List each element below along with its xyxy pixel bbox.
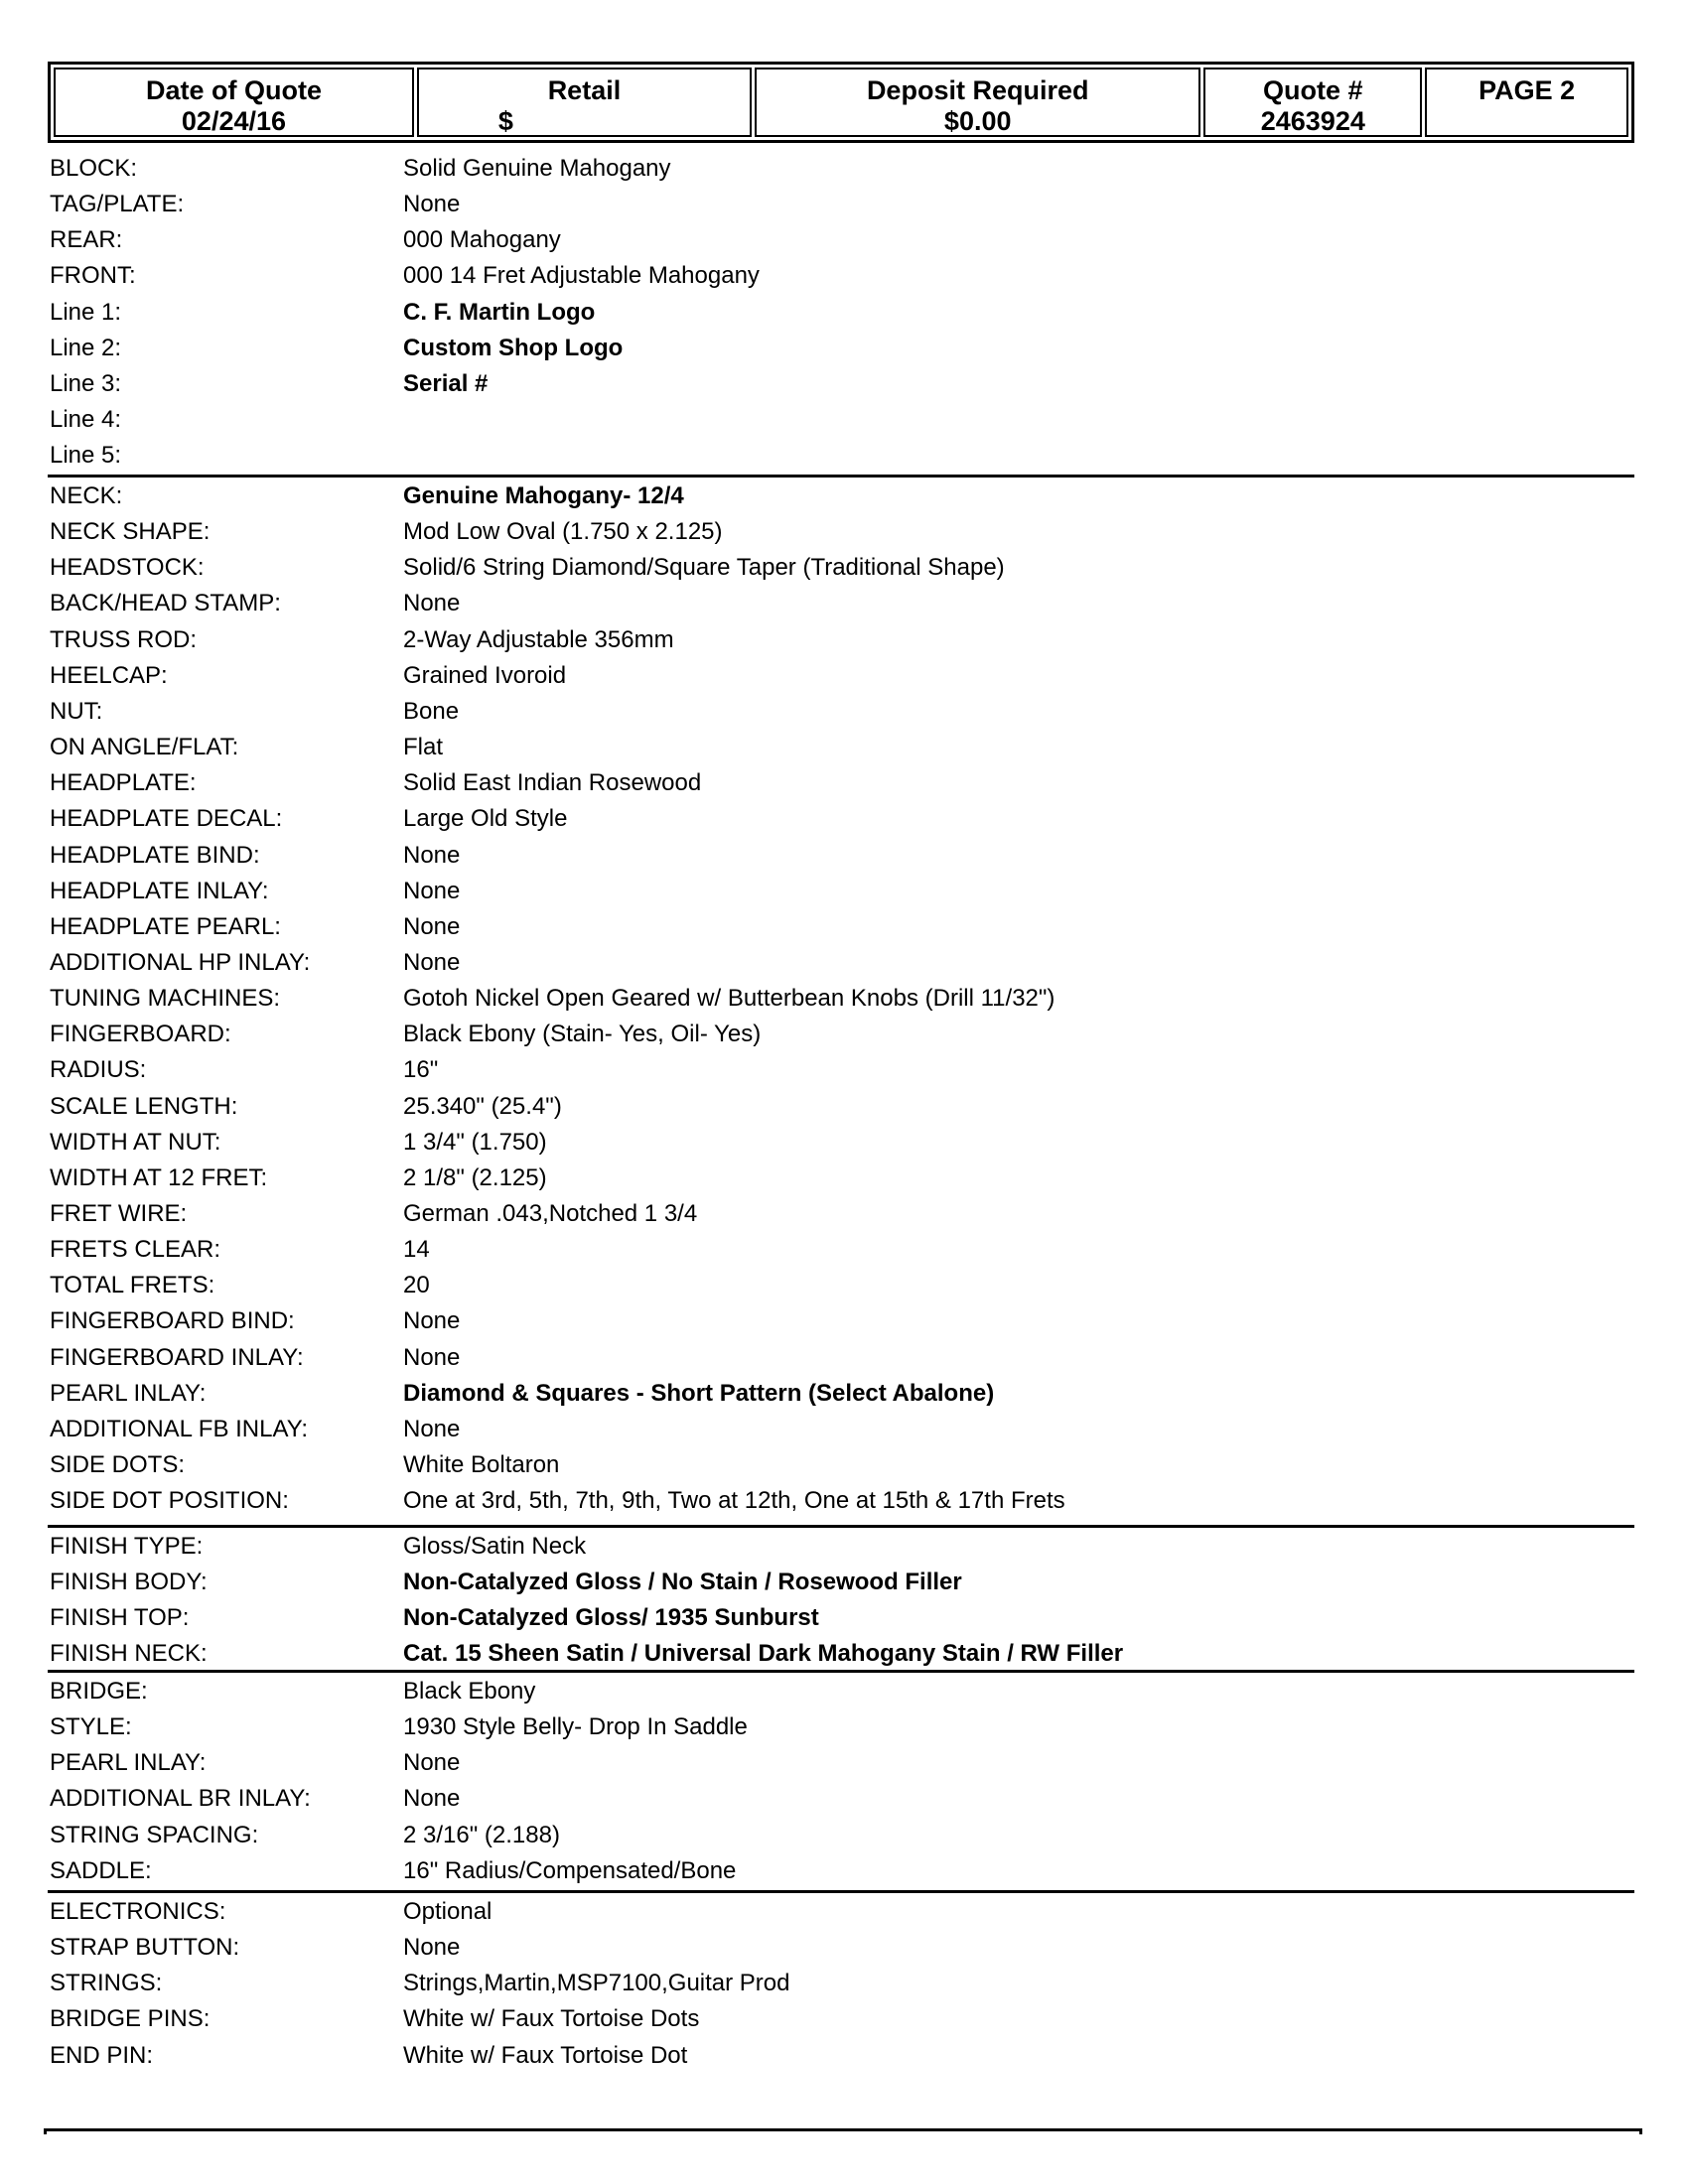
spec-label: PEARL INLAY: [50, 1379, 207, 1407]
spec-value: None [403, 1749, 461, 1777]
spec-label: WIDTH AT NUT: [50, 1128, 221, 1156]
spec-row [50, 514, 1638, 550]
section-divider [48, 1670, 1634, 1673]
spec-label: ON ANGLE/FLAT: [50, 734, 239, 761]
spec-label: Line 1: [50, 298, 122, 326]
spec-label: HEADPLATE BIND: [50, 841, 260, 869]
spec-value: 000 14 Fret Adjustable Mahogany [403, 262, 760, 290]
spec-label: Line 4: [50, 406, 122, 434]
spec-label: FRONT: [50, 262, 136, 290]
spec-label: SADDLE: [50, 1856, 152, 1884]
spec-value: German .043,Notched 1 3/4 [403, 1200, 698, 1227]
spec-value: None [403, 191, 461, 218]
spec-value: One at 3rd, 5th, 7th, 9th, Two at 12th, One at 15th & 17th Frets [403, 1487, 1065, 1515]
spec-row [50, 1340, 1638, 1376]
spec-label: Line 5: [50, 442, 122, 470]
spec-row [50, 1125, 1638, 1160]
spec-value: None [403, 1415, 461, 1442]
spec-row [50, 874, 1638, 909]
spec-label: STYLE: [50, 1713, 132, 1741]
spec-value: 25.340" (25.4") [403, 1092, 562, 1120]
spec-label: REAR: [50, 226, 123, 254]
spec-row [50, 694, 1638, 730]
spec-value: Black Ebony [403, 1678, 536, 1705]
deposit-required-label: Deposit Required [866, 75, 1089, 105]
spec-row [50, 1818, 1638, 1853]
spec-label: BRIDGE: [50, 1678, 148, 1705]
spec-value: 2-Way Adjustable 356mm [403, 625, 674, 653]
spec-value: Grained Ivoroid [403, 661, 567, 689]
spec-value: None [403, 1343, 461, 1371]
section-divider [48, 1525, 1634, 1528]
spec-value: Solid Genuine Mahogany [403, 155, 671, 182]
spec-value: 000 Mahogany [403, 226, 561, 254]
spec-label: TOTAL FRETS: [50, 1272, 215, 1299]
spec-label: Line 2: [50, 334, 122, 361]
spec-row [50, 1853, 1638, 1889]
spec-label: ADDITIONAL HP INLAY: [50, 948, 311, 976]
spec-row [50, 438, 1638, 474]
spec-row [50, 295, 1638, 331]
spec-value: Serial # [403, 369, 489, 397]
spec-row [50, 1966, 1638, 2001]
spec-value: Bone [403, 697, 460, 725]
spec-row [50, 1600, 1638, 1636]
spec-value: None [403, 912, 461, 940]
spec-row [50, 2001, 1638, 2037]
spec-row [50, 1636, 1638, 1672]
spec-label: FINISH BODY: [50, 1569, 208, 1596]
spec-row [50, 658, 1638, 694]
spec-label: HEELCAP: [50, 661, 168, 689]
spec-label: PEARL INLAY: [50, 1749, 207, 1777]
spec-row [50, 1745, 1638, 1781]
spec-row [50, 1565, 1638, 1600]
spec-row [50, 2038, 1638, 2074]
spec-label: SCALE LENGTH: [50, 1092, 238, 1120]
spec-value: C. F. Martin Logo [403, 298, 596, 326]
spec-label: TAG/PLATE: [50, 191, 185, 218]
spec-value: Gloss/Satin Neck [403, 1533, 587, 1560]
quote-number-value: 2463924 [1260, 106, 1365, 136]
spec-label: FINGERBOARD: [50, 1021, 231, 1048]
spec-value: Non-Catalyzed Gloss / No Stain / Rosewood Filler [403, 1569, 962, 1596]
spec-value: None [403, 877, 461, 904]
spec-value: None [403, 1934, 461, 1962]
spec-row [50, 1196, 1638, 1232]
retail-label: Retail [547, 75, 622, 105]
spec-value: 2 3/16" (2.188) [403, 1821, 560, 1848]
spec-value: None [403, 1307, 461, 1335]
deposit-required-value: $0.00 [943, 106, 1012, 136]
section-divider [48, 1890, 1634, 1893]
spec-label: WIDTH AT 12 FRET: [50, 1163, 268, 1191]
spec-label: HEADPLATE PEARL: [50, 912, 281, 940]
spec-row [50, 1674, 1638, 1709]
spec-row [50, 1930, 1638, 1966]
spec-label: NUT: [50, 697, 103, 725]
spec-value: White Boltaron [403, 1451, 560, 1479]
spec-row [50, 1303, 1638, 1339]
spec-label: ELECTRONICS: [50, 1898, 226, 1925]
spec-row [50, 258, 1638, 294]
spec-value: Diamond & Squares - Short Pattern (Select Abalone) [403, 1379, 995, 1407]
spec-label: STRING SPACING: [50, 1821, 259, 1848]
spec-row [50, 909, 1638, 945]
spec-row [50, 1709, 1638, 1745]
date-of-quote-label: Date of Quote [145, 75, 322, 105]
spec-value: None [403, 590, 461, 617]
spec-value: Black Ebony (Stain- Yes, Oil- Yes) [403, 1021, 762, 1048]
spec-value: White w/ Faux Tortoise Dots [403, 2005, 700, 2033]
spec-row [50, 1529, 1638, 1565]
spec-value: 16" [403, 1056, 439, 1084]
spec-label: RADIUS: [50, 1056, 147, 1084]
spec-row [50, 586, 1638, 621]
spec-label: STRINGS: [50, 1970, 163, 1997]
spec-row [50, 222, 1638, 258]
spec-value: Optional [403, 1898, 492, 1925]
retail-value: $ [497, 106, 513, 136]
spec-label: BLOCK: [50, 155, 138, 182]
spec-value: Flat [403, 734, 444, 761]
spec-row [50, 1232, 1638, 1268]
spec-label: HEADPLATE INLAY: [50, 877, 269, 904]
spec-value: Custom Shop Logo [403, 334, 624, 361]
spec-label: BACK/HEAD STAMP: [50, 590, 281, 617]
page-footer-rule [44, 2128, 1642, 2134]
spec-label: END PIN: [50, 2041, 154, 2069]
spec-label: BRIDGE PINS: [50, 2005, 211, 2033]
spec-value: 1930 Style Belly- Drop In Saddle [403, 1713, 748, 1741]
spec-value: None [403, 948, 461, 976]
spec-value: 1 3/4" (1.750) [403, 1128, 547, 1156]
spec-label: FINISH TOP: [50, 1604, 190, 1632]
spec-row [50, 366, 1638, 402]
spec-value: Solid/6 String Diamond/Square Taper (Traditional Shape) [403, 554, 1005, 582]
spec-value: Mod Low Oval (1.750 x 2.125) [403, 518, 723, 546]
spec-row [50, 478, 1638, 514]
spec-value: 14 [403, 1236, 430, 1264]
spec-label: NECK SHAPE: [50, 518, 211, 546]
spec-label: HEADPLATE: [50, 769, 197, 797]
spec-value: 2 1/8" (2.125) [403, 1163, 547, 1191]
spec-row [50, 622, 1638, 658]
spec-label: NECK: [50, 482, 123, 509]
spec-label: FRET WIRE: [50, 1200, 188, 1227]
spec-row [50, 1052, 1638, 1088]
spec-value: Large Old Style [403, 805, 568, 833]
spec-label: HEADSTOCK: [50, 554, 205, 582]
spec-row [50, 1376, 1638, 1412]
spec-row [50, 838, 1638, 874]
spec-label: SIDE DOTS: [50, 1451, 186, 1479]
spec-label: SIDE DOT POSITION: [50, 1487, 289, 1515]
spec-value: Genuine Mahogany- 12/4 [403, 482, 684, 509]
spec-value: None [403, 1785, 461, 1813]
spec-value: None [403, 841, 461, 869]
spec-value: Strings,Martin,MSP7100,Guitar Prod [403, 1970, 790, 1997]
spec-row [50, 151, 1638, 187]
section-divider [48, 475, 1634, 478]
spec-row [50, 945, 1638, 981]
spec-label: TUNING MACHINES: [50, 985, 281, 1013]
spec-label: FRETS CLEAR: [50, 1236, 221, 1264]
spec-row [50, 1447, 1638, 1483]
spec-row [50, 331, 1638, 366]
spec-row [50, 1412, 1638, 1447]
spec-row [50, 550, 1638, 586]
spec-label: STRAP BUTTON: [50, 1934, 240, 1962]
spec-row [50, 1894, 1638, 1930]
spec-label: HEADPLATE DECAL: [50, 805, 283, 833]
spec-label: FINGERBOARD BIND: [50, 1307, 295, 1335]
spec-row [50, 1268, 1638, 1303]
spec-row [50, 1017, 1638, 1052]
spec-value: White w/ Faux Tortoise Dot [403, 2041, 688, 2069]
spec-row [50, 730, 1638, 765]
spec-label: ADDITIONAL FB INLAY: [50, 1415, 309, 1442]
page-number-label: PAGE 2 [1478, 75, 1576, 105]
spec-label: Line 3: [50, 369, 122, 397]
spec-value: Solid East Indian Rosewood [403, 769, 702, 797]
spec-label: TRUSS ROD: [50, 625, 198, 653]
spec-label: FINGERBOARD INLAY: [50, 1343, 304, 1371]
spec-row [50, 801, 1638, 837]
spec-label: FINISH NECK: [50, 1640, 208, 1668]
spec-row [50, 1781, 1638, 1817]
spec-row [50, 187, 1638, 222]
spec-label: FINISH TYPE: [50, 1533, 204, 1560]
spec-value: Gotoh Nickel Open Geared w/ Butterbean Knobs (Drill 11/32") [403, 985, 1055, 1013]
spec-label: ADDITIONAL BR INLAY: [50, 1785, 311, 1813]
date-of-quote-value: 02/24/16 [181, 106, 287, 136]
spec-value: 16" Radius/Compensated/Bone [403, 1856, 737, 1884]
spec-value: Cat. 15 Sheen Satin / Universal Dark Mahogany Stain / RW Filler [403, 1640, 1124, 1668]
spec-row [50, 981, 1638, 1017]
spec-row [50, 1089, 1638, 1125]
spec-row [50, 1483, 1638, 1519]
spec-value: 20 [403, 1272, 430, 1299]
quote-number-label: Quote # [1263, 75, 1363, 105]
spec-row [50, 765, 1638, 801]
spec-row [50, 1160, 1638, 1196]
spec-value: Non-Catalyzed Gloss/ 1935 Sunburst [403, 1604, 819, 1632]
spec-row [50, 402, 1638, 438]
